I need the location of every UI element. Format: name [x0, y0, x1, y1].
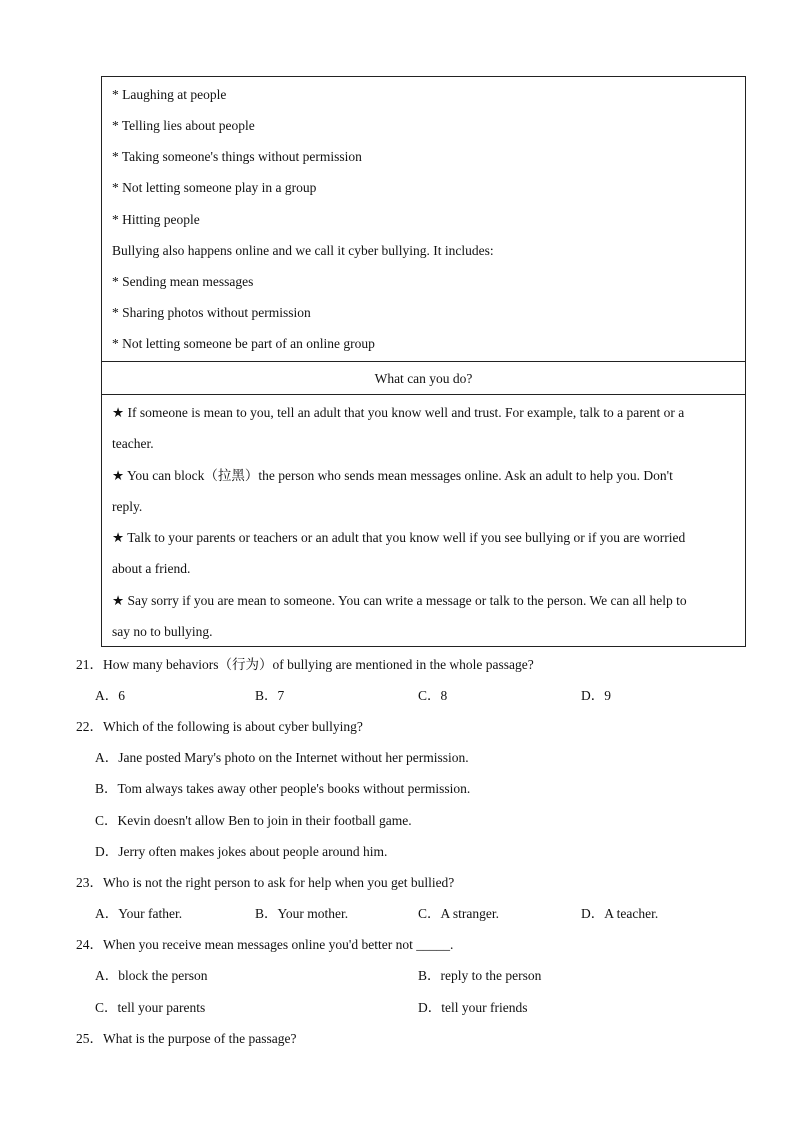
behavior-item: * Hitting people — [112, 212, 200, 227]
question-25-stem: 25．What is the purpose of the passage? — [76, 1031, 297, 1046]
question-23-option-d[interactable]: D．A teacher. — [581, 906, 659, 921]
bullying-behaviors-section — [102, 77, 745, 361]
tip-line: about a friend. — [112, 561, 191, 576]
cyber-behavior-item: * Sending mean messages — [112, 274, 254, 289]
question-24-stem: 24．When you receive mean messages online you'd better not _____. — [76, 937, 454, 952]
tip-line: ★ You can block（拉黑）the person who sends mean messages online. Ask an adult to help you. Don't — [112, 468, 673, 483]
behavior-item: * Taking someone's things without permission — [112, 149, 362, 164]
question-23-option-b[interactable]: B．Your mother. — [255, 906, 349, 921]
question-23-stem: 23．Who is not the right person to ask for help when you get bullied? — [76, 875, 455, 890]
question-22-option-c[interactable]: C．Kevin doesn't allow Ben to join in their football game. — [95, 813, 412, 828]
question-23-option-c[interactable]: C．A stranger. — [418, 906, 499, 921]
question-21-option-d[interactable]: D．9 — [581, 688, 611, 703]
question-24-option-b[interactable]: B．reply to the person — [418, 968, 542, 983]
tip-line: reply. — [112, 499, 143, 514]
question-21-stem: 21．How many behaviors（行为）of bullying are mentioned in the whole passage? — [76, 657, 534, 672]
tip-line: ★ Say sorry if you are mean to someone. You can write a message or talk to the person. We can all help to — [112, 593, 687, 608]
question-23-option-a[interactable]: A．Your father. — [95, 906, 183, 921]
question-24-option-c[interactable]: C．tell your parents — [95, 1000, 206, 1015]
cyber-behavior-item: * Sharing photos without permission — [112, 305, 311, 320]
behavior-item: * Not letting someone play in a group — [112, 180, 317, 195]
cyber-behavior-item: * Not letting someone be part of an online group — [112, 336, 375, 351]
tip-line: ★ Talk to your parents or teachers or an adult that you know well if you see bullying or if you are worried — [112, 530, 686, 545]
tip-line: ★ If someone is mean to you, tell an adult that you know well and trust. For example, talk to a parent or a — [112, 405, 685, 420]
tip-line: say no to bullying. — [112, 624, 213, 639]
section-heading: What can you do? — [102, 361, 745, 395]
tip-line: teacher. — [112, 436, 154, 451]
behavior-item: * Laughing at people — [112, 87, 227, 102]
passage-table — [101, 76, 746, 647]
behavior-item: * Telling lies about people — [112, 118, 255, 133]
question-21-option-c[interactable]: C．8 — [418, 688, 448, 703]
question-22-option-d[interactable]: D．Jerry often makes jokes about people around him. — [95, 844, 388, 859]
question-22-option-a[interactable]: A．Jane posted Mary's photo on the Internet without her permission. — [95, 750, 469, 765]
question-24-option-a[interactable]: A．block the person — [95, 968, 208, 983]
question-22-stem: 22．Which of the following is about cyber bullying? — [76, 719, 363, 734]
question-22-option-b[interactable]: B．Tom always takes away other people's books without permission. — [95, 781, 471, 796]
question-21-option-b[interactable]: B．7 — [255, 688, 285, 703]
cyber-bullying-intro: Bullying also happens online and we call it cyber bullying. It includes: — [112, 243, 494, 258]
question-21-option-a[interactable]: A．6 — [95, 688, 125, 703]
question-24-option-d[interactable]: D．tell your friends — [418, 1000, 528, 1015]
